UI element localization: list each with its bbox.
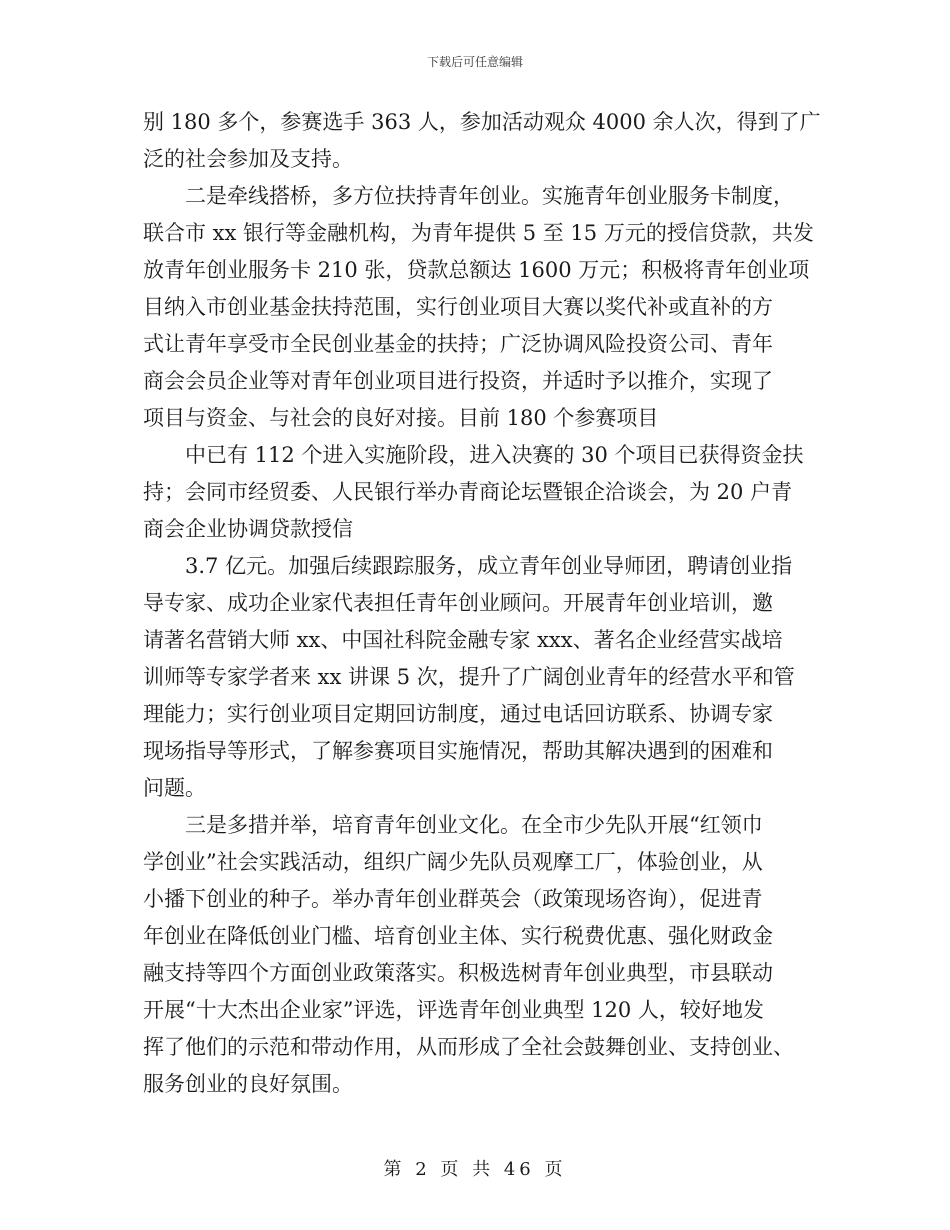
text-line: 融支持等四个方面创业政策落实。积极选树青年创业典型，市县联动 xyxy=(143,961,773,985)
paragraph xyxy=(143,548,813,807)
text-line: 现场指导等形式，了解参赛项目实施情况，帮助其解决遇到的困难和 xyxy=(143,739,773,763)
paragraph xyxy=(143,178,813,437)
text-line: 联合市 xx 银行等金融机构，为青年提供 5 至 15 万元的授信贷款，共发 xyxy=(143,221,814,245)
text-line: 商会企业协调贷款授信 xyxy=(143,517,353,541)
page-header: 下载后可任意编辑 xyxy=(426,55,523,69)
text-line: 开展“十大杰出企业家”评选，评选青年创业典型 120 人，较好地发 xyxy=(143,998,764,1022)
text-line: 三是多措并举，培育青年创业文化。在全市少先队开展“红领巾 xyxy=(143,813,763,837)
text-line: 持；会同市经贸委、人民银行举办青商论坛暨银企洽谈会，为 20 户青 xyxy=(143,480,793,504)
text-line: 训师等专家学者来 xx 讲课 5 次，提升了广阔创业青年的经营水平和管 xyxy=(143,665,795,689)
text-line: 请著名营销大师 xx、中国社科院金融专家 xxx、著名企业经营实战培 xyxy=(143,628,783,652)
paragraph xyxy=(143,807,813,1103)
text-line: 年创业在降低创业门槛、培育创业主体、实行税费优惠、强化财政金 xyxy=(143,924,773,948)
document-body xyxy=(143,104,821,1103)
text-line: 理能力；实行创业项目定期回访制度，通过电话回访联系、协调专家 xyxy=(143,702,773,726)
text-line: 别 180 多个，参赛选手 363 人，参加活动观众 4000 余人次，得到了广 xyxy=(143,110,821,134)
text-line: 导专家、成功企业家代表担任青年创业顾问。开展青年创业培训，邀 xyxy=(143,591,773,615)
text-line: 挥了他们的示范和带动作用，从而形成了全社会鼓舞创业、支持创业、 xyxy=(143,1035,794,1059)
text-line: 放青年创业服务卡 210 张，贷款总额达 1600 万元；积极将青年创业项 xyxy=(143,258,810,282)
text-line: 3.7 亿元。加强后续跟踪服务，成立青年创业导师团，聘请创业指 xyxy=(143,554,793,578)
text-line: 问题。 xyxy=(143,776,206,800)
text-line: 商会会员企业等对青年创业项目进行投资，并适时予以推介，实现了 xyxy=(143,369,773,393)
text-line: 服务创业的良好氛围。 xyxy=(143,1072,353,1096)
text-line: 二是牵线搭桥，多方位扶持青年创业。实施青年创业服务卡制度， xyxy=(143,184,794,208)
text-line: 目纳入市创业基金扶持范围，实行创业项目大赛以奖代补或直补的方 xyxy=(143,295,773,319)
paragraph xyxy=(143,104,821,178)
text-line: 式让青年享受市全民创业基金的扶持；广泛协调风险投资公司、青年 xyxy=(143,332,773,356)
text-line: 项目与资金、与社会的良好对接。目前 180 个参赛项目 xyxy=(143,406,659,430)
paragraph xyxy=(143,437,813,548)
text-line: 泛的社会参加及支持。 xyxy=(143,147,353,171)
text-line: 学创业”社会实践活动，组织广阔少先队员观摩工厂，体验创业，从 xyxy=(143,850,763,874)
page-number: 第 2 页 共 46 页 xyxy=(383,1159,567,1180)
text-line: 小播下创业的种子。举办青年创业群英会（政策现场咨询），促进青 xyxy=(143,887,763,911)
text-line: 中已有 112 个进入实施阶段，进入决赛的 30 个项目已获得资金扶 xyxy=(143,443,804,467)
